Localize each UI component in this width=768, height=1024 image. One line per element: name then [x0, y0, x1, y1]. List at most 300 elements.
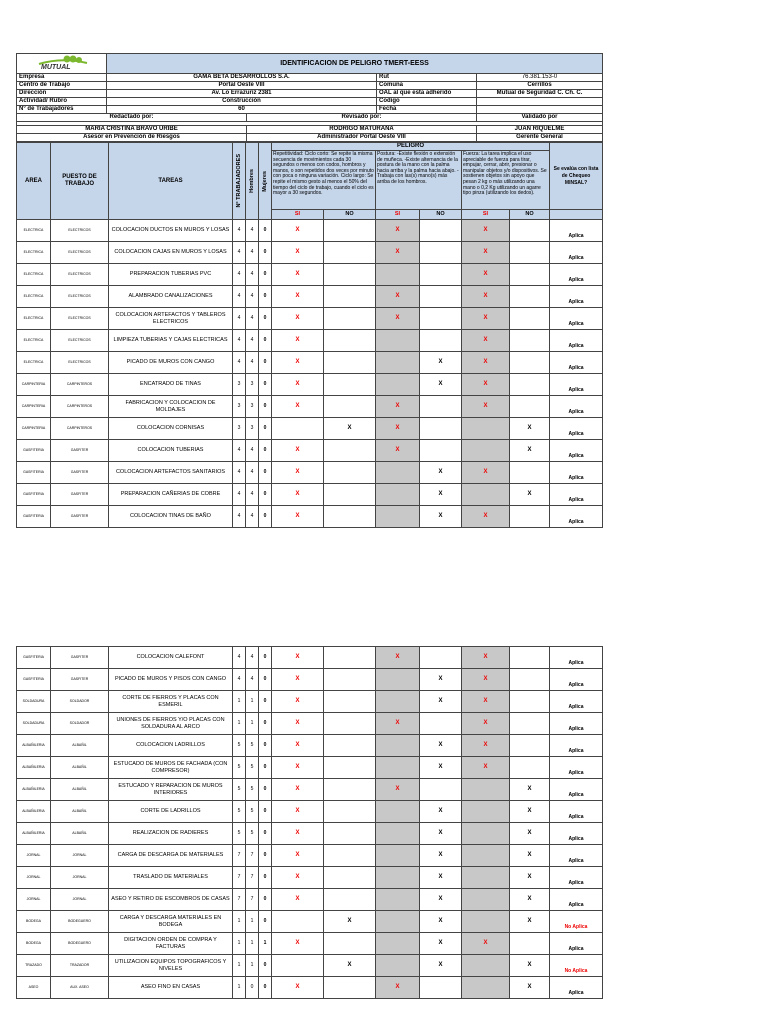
- tarea-cell: UNIONES DE FIERROS Y/O PLACAS CON SOLDADURA AL ARCO: [109, 713, 233, 735]
- table-row: [17, 691, 603, 713]
- repetitividad-si-mark: X: [272, 396, 324, 418]
- page-title: IDENTIFICACION DE PELIGRO TMERT-EESS: [107, 54, 603, 74]
- postura-si-cell: [376, 352, 420, 374]
- postura-no-cell: [420, 440, 462, 462]
- mujeres-cell: 0: [259, 308, 272, 330]
- hombres-cell: 7: [246, 845, 259, 867]
- repetitividad-si-mark: X: [272, 735, 324, 757]
- tarea-cell: TRASLADO DE MATERIALES: [109, 867, 233, 889]
- oal-value: Mutual de Seguridad C. Ch. C.: [477, 90, 603, 98]
- postura-si-mark: X: [376, 647, 420, 669]
- fuerza-si-mark: X: [462, 933, 510, 955]
- fuerza-no-mark: X: [510, 867, 550, 889]
- col-peligro: PELIGRO: [272, 143, 550, 151]
- puesto-cell: GASFITER: [51, 669, 109, 691]
- postura-si-mark: X: [376, 308, 420, 330]
- area-cell: GASFITERIA: [17, 669, 51, 691]
- postura-si-mark: X: [376, 713, 420, 735]
- evaluacion-cell: Aplica: [550, 669, 603, 691]
- repetitividad-si-mark: X: [272, 242, 324, 264]
- tarea-cell: PICADO DE MUROS CON CANGO: [109, 352, 233, 374]
- repetitividad-no-cell: [324, 669, 376, 691]
- area-cell: BODEGA: [17, 933, 51, 955]
- postura-si-cell: [376, 911, 420, 933]
- repetitividad-si-mark: X: [272, 506, 324, 528]
- col-n-trabajadores: N° TRABAJADORES: [235, 154, 242, 208]
- postura-si-cell: [376, 330, 420, 352]
- col-puesto: PUESTO DE TRABAJO: [51, 143, 109, 220]
- repetitividad-si-mark: X: [272, 330, 324, 352]
- fuerza-si-cell: [462, 418, 510, 440]
- repetitividad-si-cell: [272, 911, 324, 933]
- fuerza-si-mark: X: [462, 264, 510, 286]
- n-trab-cell: 4: [233, 308, 246, 330]
- table-row: [17, 867, 603, 889]
- eval-blank: [550, 210, 603, 220]
- postura-no-mark: X: [420, 911, 462, 933]
- area-cell: CARPINTERIA: [17, 374, 51, 396]
- table-row: [17, 713, 603, 735]
- repetitividad-no-cell: [324, 823, 376, 845]
- postura-no-cell: [420, 418, 462, 440]
- puesto-cell: AUX. ASEO: [51, 977, 109, 999]
- hombres-cell: 4: [246, 506, 259, 528]
- logo-icon: [27, 54, 97, 70]
- centro-value: Portal Oeste VIII: [107, 82, 377, 90]
- area-cell: GASFITERIA: [17, 484, 51, 506]
- bottom-sheet: [16, 646, 602, 999]
- actividad-value: Construcción: [107, 98, 377, 106]
- mujeres-cell: 0: [259, 845, 272, 867]
- evaluacion-cell: Aplica: [550, 308, 603, 330]
- table-row: [17, 779, 603, 801]
- tarea-cell: CORTE DE LADRILLOS: [109, 801, 233, 823]
- table-row: [17, 506, 603, 528]
- evaluacion-cell: Aplica: [550, 484, 603, 506]
- n-trab-cell: 7: [233, 867, 246, 889]
- area-cell: ELECTRICA: [17, 220, 51, 242]
- fuerza-si-mark: X: [462, 330, 510, 352]
- postura-no-mark: X: [420, 801, 462, 823]
- fuerza-no-mark: X: [510, 779, 550, 801]
- n-trab-cell: 1: [233, 955, 246, 977]
- tarea-cell: COLOCACION CORNISAS: [109, 418, 233, 440]
- tarea-cell: COLOCACION TUBERIAS: [109, 440, 233, 462]
- repetitividad-no-cell: [324, 396, 376, 418]
- postura-no-mark: X: [420, 691, 462, 713]
- evaluacion-cell: Aplica: [550, 801, 603, 823]
- repetitividad-no-cell: [324, 374, 376, 396]
- repetitividad-no-cell: [324, 845, 376, 867]
- table-row: [17, 889, 603, 911]
- tarea-cell: LIMPIEZA TUBERIAS Y CAJAS ELECTRICAS: [109, 330, 233, 352]
- area-cell: ELECTRICA: [17, 264, 51, 286]
- table-row: [17, 418, 603, 440]
- evaluacion-cell: Aplica: [550, 418, 603, 440]
- hombres-cell: 5: [246, 801, 259, 823]
- fuerza-si-mark: X: [462, 308, 510, 330]
- empresa-value: GAMA BETA DESARROLLOS S.A.: [107, 74, 377, 82]
- fecha-label: Fecha: [377, 106, 477, 114]
- trabajadores-label: N° de Trabajadores: [17, 106, 107, 114]
- tarea-cell: COLOCACION ARTEFACTOS SANITARIOS: [109, 462, 233, 484]
- tarea-cell: COLOCACION TINAS DE BAÑO: [109, 506, 233, 528]
- evaluacion-cell: Aplica: [550, 440, 603, 462]
- mujeres-cell: 0: [259, 462, 272, 484]
- fuerza-si-cell: [462, 889, 510, 911]
- fue-si: SI: [462, 210, 510, 220]
- fuerza-si-cell: [462, 845, 510, 867]
- mujeres-cell: 0: [259, 484, 272, 506]
- n-trab-cell: 1: [233, 977, 246, 999]
- tarea-cell: ALAMBRADO CANALIZACIONES: [109, 286, 233, 308]
- hombres-cell: 4: [246, 220, 259, 242]
- n-trab-cell: 4: [233, 462, 246, 484]
- puesto-cell: ALBAÑIL: [51, 757, 109, 779]
- postura-si-cell: [376, 462, 420, 484]
- postura-si-cell: [376, 823, 420, 845]
- hazard-table-bottom: [16, 646, 603, 999]
- table-row: [17, 330, 603, 352]
- mujeres-cell: 0: [259, 977, 272, 999]
- repetitividad-no-cell: [324, 484, 376, 506]
- area-cell: ALBAÑILERIA: [17, 779, 51, 801]
- n-trab-cell: 5: [233, 735, 246, 757]
- mujeres-cell: 0: [259, 779, 272, 801]
- repetitividad-si-mark: X: [272, 757, 324, 779]
- postura-no-cell: [420, 977, 462, 999]
- area-cell: CARPINTERIA: [17, 418, 51, 440]
- tarea-cell: COLOCACION CALEFONT: [109, 647, 233, 669]
- puesto-cell: ELECTRICOS: [51, 264, 109, 286]
- fuerza-si-cell: [462, 955, 510, 977]
- hombres-cell: 3: [246, 396, 259, 418]
- puesto-cell: TRAZADOR: [51, 955, 109, 977]
- postura-no-mark: X: [420, 352, 462, 374]
- tarea-cell: COLOCACION DUCTOS EN MUROS Y LOSAS: [109, 220, 233, 242]
- validado-label: Validado por: [477, 114, 603, 122]
- area-cell: TRAZADO: [17, 955, 51, 977]
- fuerza-si-cell: [462, 484, 510, 506]
- fuerza-no-cell: [510, 462, 550, 484]
- postura-si-cell: [376, 867, 420, 889]
- mujeres-cell: 0: [259, 867, 272, 889]
- hombres-cell: 5: [246, 823, 259, 845]
- postura-si-mark: X: [376, 220, 420, 242]
- repetitividad-si-mark: X: [272, 977, 324, 999]
- evaluacion-cell: Aplica: [550, 757, 603, 779]
- fuerza-si-mark: X: [462, 286, 510, 308]
- codigo-value: [477, 98, 603, 106]
- postura-si-mark: X: [376, 396, 420, 418]
- validado-cargo: Gerente General: [477, 134, 603, 142]
- n-trab-cell: 1: [233, 933, 246, 955]
- area-cell: BODEGA: [17, 911, 51, 933]
- puesto-cell: ELECTRICOS: [51, 220, 109, 242]
- repetitividad-no-cell: [324, 977, 376, 999]
- hombres-cell: 1: [246, 911, 259, 933]
- table-row: [17, 352, 603, 374]
- puesto-cell: CARPINTEROS: [51, 396, 109, 418]
- fuerza-si-mark: X: [462, 713, 510, 735]
- n-trab-cell: 7: [233, 845, 246, 867]
- evaluacion-cell: Aplica: [550, 823, 603, 845]
- tarea-cell: FABRICACION Y COLOCACION DE MOLDAJES: [109, 396, 233, 418]
- postura-no-mark: X: [420, 889, 462, 911]
- repetitividad-si-mark: X: [272, 647, 324, 669]
- fuerza-no-cell: [510, 220, 550, 242]
- fuerza-desc: Fuerza: La tarea implica el uso apreciable de fuerza para tirar, empujar, cerrar, abrir, presionar o manipular objetos y/o dispositivos. Se sostienen objetos sin apoyo que pesan 2 kg o más utilizando una mano o 0,2 Kg utilizando un agarre tipo pinza (utilizando los dedos).: [462, 151, 550, 210]
- mujeres-cell: 0: [259, 823, 272, 845]
- postura-no-mark: X: [420, 867, 462, 889]
- rows-top: [17, 220, 603, 528]
- repetitividad-no-cell: [324, 308, 376, 330]
- fuerza-no-mark: X: [510, 911, 550, 933]
- fuerza-no-cell: [510, 330, 550, 352]
- puesto-cell: ELECTRICOS: [51, 330, 109, 352]
- hombres-cell: 4: [246, 264, 259, 286]
- table-row: [17, 220, 603, 242]
- area-cell: SOLDADURA: [17, 713, 51, 735]
- n-trab-cell: 4: [233, 647, 246, 669]
- evaluacion-cell: Aplica: [550, 845, 603, 867]
- fuerza-si-cell: [462, 801, 510, 823]
- top-sheet: [16, 53, 602, 528]
- hombres-cell: 4: [246, 352, 259, 374]
- hombres-cell: 4: [246, 242, 259, 264]
- hombres-cell: 5: [246, 735, 259, 757]
- mujeres-cell: 0: [259, 691, 272, 713]
- tarea-cell: PREPARACION CAÑERIAS DE COBRE: [109, 484, 233, 506]
- n-trab-cell: 1: [233, 691, 246, 713]
- mujeres-cell: 0: [259, 889, 272, 911]
- table-row: [17, 264, 603, 286]
- fuerza-si-mark: X: [462, 757, 510, 779]
- repetitividad-si-cell: [272, 955, 324, 977]
- table-row: [17, 735, 603, 757]
- mujeres-cell: 0: [259, 647, 272, 669]
- table-row: [17, 462, 603, 484]
- postura-no-cell: [420, 779, 462, 801]
- hombres-cell: 5: [246, 757, 259, 779]
- table-row: [17, 669, 603, 691]
- postura-no-mark: X: [420, 933, 462, 955]
- puesto-cell: GASFITER: [51, 647, 109, 669]
- repetitividad-no-cell: [324, 462, 376, 484]
- postura-si-mark: X: [376, 779, 420, 801]
- mutual-logo: [17, 54, 107, 74]
- repetitividad-no-mark: X: [324, 955, 376, 977]
- col-mujeres: Mujeres: [261, 170, 268, 192]
- repetitividad-no-cell: [324, 889, 376, 911]
- puesto-cell: SOLDADOR: [51, 713, 109, 735]
- table-row: [17, 955, 603, 977]
- fuerza-si-mark: X: [462, 647, 510, 669]
- postura-no-mark: X: [420, 462, 462, 484]
- mujeres-cell: 0: [259, 374, 272, 396]
- evaluacion-cell: Aplica: [550, 867, 603, 889]
- codigo-label: Codigo: [377, 98, 477, 106]
- redactado-nombre: MARIA CRISTINA BRAVO URIBE: [17, 126, 247, 134]
- postura-no-mark: X: [420, 955, 462, 977]
- area-cell: ALBAÑILERIA: [17, 735, 51, 757]
- svg-text:MUTUAL: MUTUAL: [40, 64, 71, 70]
- mujeres-cell: 0: [259, 242, 272, 264]
- fuerza-no-mark: X: [510, 823, 550, 845]
- area-cell: JORNAL: [17, 889, 51, 911]
- repetitividad-si-mark: X: [272, 352, 324, 374]
- hombres-cell: 7: [246, 867, 259, 889]
- area-cell: ELECTRICA: [17, 286, 51, 308]
- revisado-label: Revisado por:: [247, 114, 477, 122]
- hombres-cell: 3: [246, 374, 259, 396]
- direccion-value: Av. Lo Errazuriz 2381: [107, 90, 377, 98]
- repetitividad-no-cell: [324, 867, 376, 889]
- table-row: [17, 484, 603, 506]
- fuerza-no-cell: [510, 242, 550, 264]
- rows-bottom: [17, 647, 603, 999]
- redactado-cargo: Asesor en Prevención de Riesgos: [17, 134, 247, 142]
- trabajadores-value: 60: [107, 106, 377, 114]
- mujeres-cell: 0: [259, 286, 272, 308]
- repetitividad-si-mark: X: [272, 889, 324, 911]
- repetitividad-si-cell: [272, 418, 324, 440]
- fuerza-no-cell: [510, 713, 550, 735]
- evaluacion-cell: No Aplica: [550, 955, 603, 977]
- fuerza-no-cell: [510, 691, 550, 713]
- table-row: [17, 801, 603, 823]
- fuerza-no-mark: X: [510, 801, 550, 823]
- mujeres-cell: 0: [259, 352, 272, 374]
- tarea-cell: COLOCACION CAJAS EN MUROS Y LOSAS: [109, 242, 233, 264]
- table-row: [17, 911, 603, 933]
- repetitividad-si-mark: X: [272, 462, 324, 484]
- repetitividad-desc: Repetitividad: Ciclo corto: Se repite la misma secuencia de movimientos cada 30 segundos o menos con codos, hombros y manos, o son repetidos dos veces por minuto con poca o ninguna variación. Ciclo largo: Se repite el mismo gesto al menos el 50% del tiempo del ciclo de trabajo, cuando el ciclo es mayor a 30 segundos.: [272, 151, 376, 210]
- col-tareas: TAREAS: [109, 143, 233, 220]
- hombres-cell: 1: [246, 713, 259, 735]
- hombres-cell: 4: [246, 286, 259, 308]
- postura-si-mark: X: [376, 242, 420, 264]
- mujeres-cell: 0: [259, 757, 272, 779]
- puesto-cell: ALBAÑIL: [51, 735, 109, 757]
- fuerza-si-mark: X: [462, 242, 510, 264]
- n-trab-cell: 4: [233, 286, 246, 308]
- postura-no-cell: [420, 242, 462, 264]
- mujeres-cell: 0: [259, 396, 272, 418]
- fuerza-si-cell: [462, 977, 510, 999]
- mujeres-cell: 0: [259, 735, 272, 757]
- fuerza-si-cell: [462, 779, 510, 801]
- tarea-cell: REALIZACION DE RADIERES: [109, 823, 233, 845]
- table-row: [17, 308, 603, 330]
- puesto-cell: JORNAL: [51, 845, 109, 867]
- n-trab-cell: 1: [233, 911, 246, 933]
- area-cell: ELECTRICA: [17, 308, 51, 330]
- table-row: [17, 823, 603, 845]
- postura-si-cell: [376, 669, 420, 691]
- fuerza-no-mark: X: [510, 977, 550, 999]
- postura-si-cell: [376, 955, 420, 977]
- area-cell: ELECTRICA: [17, 242, 51, 264]
- area-cell: ELECTRICA: [17, 352, 51, 374]
- mujeres-cell: 0: [259, 506, 272, 528]
- postura-no-mark: X: [420, 823, 462, 845]
- hombres-cell: 0: [246, 977, 259, 999]
- area-cell: ASEO: [17, 977, 51, 999]
- n-trab-cell: 3: [233, 418, 246, 440]
- fecha-value: [477, 106, 603, 114]
- tarea-cell: PICADO DE MUROS Y PISOS CON CANGO: [109, 669, 233, 691]
- fuerza-no-mark: X: [510, 440, 550, 462]
- n-trab-cell: 4: [233, 242, 246, 264]
- repetitividad-no-cell: [324, 757, 376, 779]
- postura-no-mark: X: [420, 484, 462, 506]
- puesto-cell: BODEGUERO: [51, 933, 109, 955]
- puesto-cell: CARPINTEROS: [51, 374, 109, 396]
- n-trab-cell: 5: [233, 823, 246, 845]
- puesto-cell: GASFITER: [51, 506, 109, 528]
- table-row: [17, 647, 603, 669]
- postura-si-cell: [376, 845, 420, 867]
- hazard-table-top: [16, 142, 603, 528]
- repetitividad-no-cell: [324, 713, 376, 735]
- repetitividad-si-mark: X: [272, 779, 324, 801]
- postura-no-mark: X: [420, 757, 462, 779]
- table-row: [17, 396, 603, 418]
- evaluacion-cell: Aplica: [550, 977, 603, 999]
- mujeres-cell: 0: [259, 264, 272, 286]
- postura-si-cell: [376, 484, 420, 506]
- n-trab-cell: 5: [233, 801, 246, 823]
- empresa-label: Empresa: [17, 74, 107, 82]
- tarea-cell: COLOCACION ARTEFACTOS Y TABLEROS ELECTRICOS: [109, 308, 233, 330]
- area-cell: GASFITERIA: [17, 506, 51, 528]
- table-row: [17, 977, 603, 999]
- repetitividad-si-mark: X: [272, 933, 324, 955]
- header-table: [16, 53, 603, 142]
- table-row: [17, 757, 603, 779]
- postura-si-cell: [376, 757, 420, 779]
- mujeres-cell: 0: [259, 669, 272, 691]
- centro-label: Centro de Trabajo: [17, 82, 107, 90]
- postura-si-cell: [376, 691, 420, 713]
- table-row: [17, 440, 603, 462]
- puesto-cell: ELECTRICOS: [51, 308, 109, 330]
- postura-si-cell: [376, 374, 420, 396]
- puesto-cell: ALBAÑIL: [51, 779, 109, 801]
- repetitividad-no-cell: [324, 691, 376, 713]
- evaluacion-cell: Aplica: [550, 647, 603, 669]
- puesto-cell: ELECTRICOS: [51, 242, 109, 264]
- evaluacion-cell: Aplica: [550, 779, 603, 801]
- hombres-cell: 4: [246, 440, 259, 462]
- repetitividad-si-mark: X: [272, 220, 324, 242]
- fuerza-no-cell: [510, 396, 550, 418]
- puesto-cell: ELECTRICOS: [51, 286, 109, 308]
- postura-si-cell: [376, 889, 420, 911]
- evaluacion-cell: Aplica: [550, 506, 603, 528]
- repetitividad-si-mark: X: [272, 484, 324, 506]
- hombres-cell: 4: [246, 484, 259, 506]
- tarea-cell: UTILIZACION EQUIPOS TOPOGRAFICOS Y NIVELES: [109, 955, 233, 977]
- mujeres-cell: 0: [259, 440, 272, 462]
- postura-si-mark: X: [376, 286, 420, 308]
- repetitividad-si-mark: X: [272, 823, 324, 845]
- area-cell: GASFITERIA: [17, 647, 51, 669]
- puesto-cell: JORNAL: [51, 889, 109, 911]
- mujeres-cell: 1: [259, 933, 272, 955]
- mujeres-cell: 0: [259, 418, 272, 440]
